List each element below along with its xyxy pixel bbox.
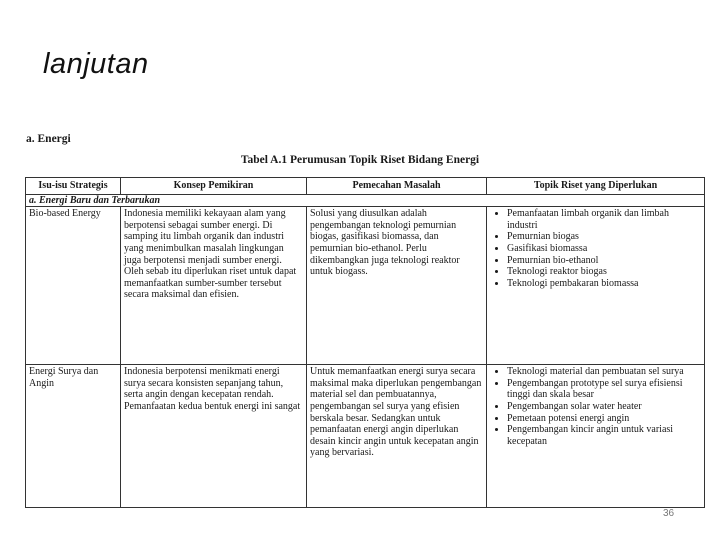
list-item: • Pemurnian bio-ethanol [507, 255, 701, 267]
column-header-solution: Pemecahan Masalah [307, 178, 487, 195]
table-header-row [26, 178, 705, 195]
list-item: • Pemetaan potensi energi angin [507, 413, 701, 425]
slide-title: lanjutan [43, 48, 149, 80]
table-row [26, 365, 705, 508]
list-item: • Teknologi pembakaran biomassa [507, 278, 701, 290]
list-item: • Gasifikasi biomassa [507, 243, 701, 255]
topics-list [490, 208, 701, 289]
concept-cell: Indonesia memiliki kekayaan alam yang berpotensi sebagai sumber energi. Di samping itu limbah organik dan industri yang menimbulkan masalah lingkungan juga berpotensi menjadi sumber energi. Oleh sebab itu diperlukan riset untuk dapat memanfaatkan sumber-sumber tersebut secara maksimal dan efisien. [121, 207, 307, 365]
table-subheading-row [26, 194, 705, 207]
list-item: • Pengembangan solar water heater [507, 401, 701, 413]
list-item: • Pemanfaatan limbah organik dan limbah industri [507, 208, 701, 231]
list-item: • Pengembangan prototype sel surya efisiensi tinggi dan skala besar [507, 378, 701, 401]
column-header-concept: Konsep Pemikiran [121, 178, 307, 195]
topics-cell [487, 207, 705, 365]
issue-cell: Bio-based Energy [26, 207, 121, 365]
column-header-topics: Topik Riset yang Diperlukan [487, 178, 705, 195]
topics-cell [487, 365, 705, 508]
research-topics-table [25, 177, 705, 508]
list-item: • Pengembangan kincir angin untuk variasi kecepatan [507, 424, 701, 447]
concept-cell: Indonesia berpotensi menikmati energi surya secara konsisten sepanjang tahun, serta angin dengan kecepatan rendah. Pemanfaatan kedua bentuk energi ini sangat [121, 365, 307, 508]
list-item: • Pemurnian biogas [507, 231, 701, 243]
issue-cell: Energi Surya dan Angin [26, 365, 121, 508]
section-label: a. Energi [26, 133, 71, 145]
table-row [26, 207, 705, 365]
solution-cell: Untuk memanfaatkan energi surya secara maksimal maka diperlukan pengembangan material sel dan pembuatannya, pengembangan sel surya yang efisien berskala besar. Sedangkan untuk pemanfaatan energi angin diperlukan desain kincir angin untuk kecepatan angin yang bervariasi. [307, 365, 487, 508]
topics-list [490, 366, 701, 447]
page-number: 36 [663, 508, 675, 519]
table-caption: Tabel A.1 Perumusan Topik Riset Bidang Energi [240, 154, 480, 166]
solution-cell: Solusi yang diusulkan adalah pengembangan teknologi pemurnian biogas, gasifikasi biomassa, dan pemurnian bio-ethanol. Perlu dikembangkan juga teknologi reaktor untuk biogass. [307, 207, 487, 365]
list-item: • Teknologi material dan pembuatan sel surya [507, 366, 701, 378]
list-item: • Teknologi reaktor biogas [507, 266, 701, 278]
column-header-issues: Isu-isu Strategis [26, 178, 121, 195]
table-subheading: a. Energi Baru dan Terbarukan [26, 194, 705, 207]
